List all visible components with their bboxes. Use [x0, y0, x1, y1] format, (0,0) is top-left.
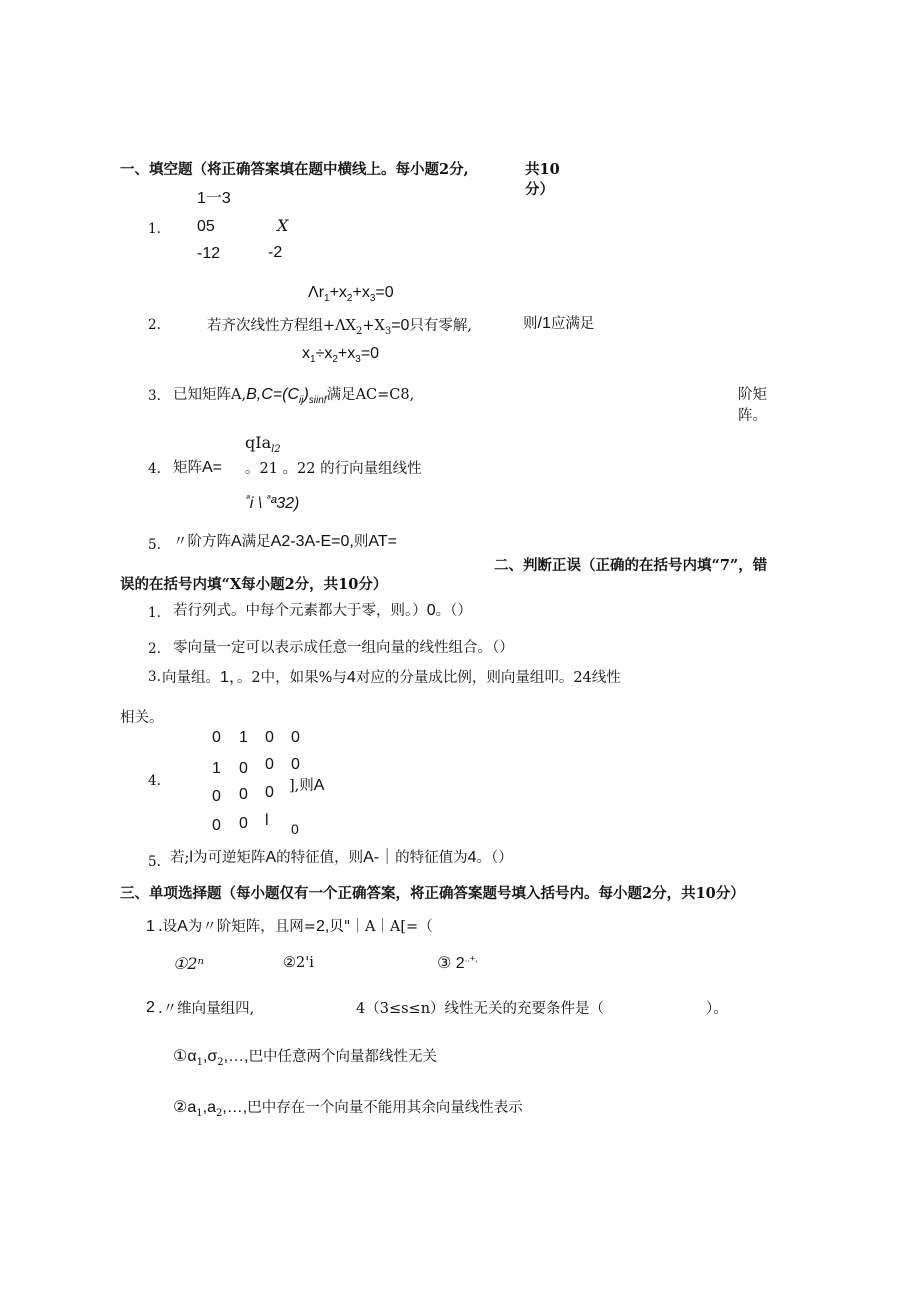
- section1-heading-tail-2: 分）: [525, 181, 554, 198]
- q1-matrix-row2a: 05: [197, 218, 215, 235]
- s3-q1-number: 1: [146, 918, 155, 935]
- q4-matrix-row3: $^ª$i \ $^ª$ª32): [246, 493, 300, 512]
- q4-number: 4.: [148, 461, 161, 477]
- s2-q4-m-r2c4: 0: [291, 756, 300, 773]
- q2-tail: 则/1应满足: [523, 315, 595, 332]
- s3-q2-option1: $①\alpha_1,\sigma_2,\dots$,巴中任意两个向量都线性无关: [173, 1046, 438, 1068]
- section1-heading: 一、填空题（将正确答案填在题中横线上。每小题2分,: [120, 161, 469, 178]
- q2-number: 2.: [148, 317, 161, 333]
- s2-q4-m-r4c4: 0: [291, 821, 299, 837]
- s3-q2-text-c: ）。: [706, 1001, 728, 1017]
- s2-q3-continuation: 相关。: [120, 710, 164, 726]
- s3-q2-option2: $②a_1,a_2,\dots$,巴中存在一个向量不能用其余向量线性表示: [173, 1097, 523, 1119]
- q2-equation-bottom: $x_1\div x_2+x_3=0$: [302, 345, 380, 366]
- q2-equation-top: $\Lambda r_1+x_2+x_3=0$: [308, 284, 394, 305]
- s2-q4-m-r2c2: 0: [239, 760, 248, 777]
- s2-q2-number: 2.: [148, 641, 161, 657]
- q3-tail-2: 阵。: [738, 408, 767, 424]
- q5-text: 〃阶方阵A满足A2-3A-E=0,则AT=: [173, 533, 397, 550]
- q4-label: 矩阵A=: [173, 459, 223, 476]
- q4-matrix-row2: 。21 。22 的行向量组线性: [245, 461, 422, 477]
- s3-q2-number: 2: [146, 999, 155, 1016]
- s2-q4-m-r3c1: 0: [212, 788, 221, 805]
- q3-number: 3.: [148, 388, 161, 404]
- s2-q4-m-r3c3: 0: [265, 784, 274, 801]
- q5-number: 5.: [148, 537, 161, 553]
- q4-matrix-row1: qIa$_{l2}$: [245, 433, 281, 456]
- q3-text: 已知矩阵$A,B,C=(C_{ij})_{siinf}$满足AC=C8,: [173, 386, 415, 406]
- s3-q2-text-a: .〃维向量组四,: [158, 1001, 255, 1017]
- q1-matrix-row1: 1一3: [197, 190, 231, 207]
- q1-matrix-row3b: -2: [268, 244, 283, 261]
- s2-q4-m-r1c2: 1: [239, 729, 248, 746]
- q1-matrix-row2b: X: [277, 216, 289, 235]
- s2-q5-number: 5.: [148, 854, 161, 870]
- s3-q1-text: .设A为〃阶矩阵，且网=2,贝"｜A｜A[=（: [158, 918, 433, 935]
- s2-q4-m-r3c2: 0: [239, 786, 248, 803]
- s2-q4-m-r1c3: 0: [265, 729, 274, 746]
- q2-text: 若齐次线性方程组$+\Lambda X_2+X_3=0$只有零解,: [207, 317, 473, 337]
- section2-heading-1: 二、判断正误（正确的在括号内填“7”，错: [494, 557, 768, 574]
- s3-q2-text-b: 4（3≤s≤n）线性无关的充要条件是（: [356, 1001, 605, 1017]
- s2-q4-m-r4c1: 0: [212, 817, 221, 834]
- s2-q4-m-r4c2: 0: [239, 815, 248, 832]
- s2-q4-m-r2c1: 1: [212, 760, 221, 777]
- q1-matrix-row3a: -12: [197, 245, 221, 262]
- s3-q1-option2: ②2'i: [283, 955, 314, 971]
- s2-q4-number: 4.: [148, 773, 161, 789]
- s3-q1-option1: ①2ⁿ: [173, 954, 205, 973]
- s2-q1-text: 若行列式。中每个元素都大于零，则。）0。（）: [173, 602, 472, 619]
- q3-tail-1: 阶矩: [738, 387, 767, 403]
- s2-q3-number: 3.: [148, 669, 161, 685]
- s2-q4-m-r2c3: 0: [265, 756, 274, 773]
- section2-heading-2: 误的在括号内填“X每小题2分，共10分）: [120, 576, 388, 593]
- section3-heading: 三、单项选择题（每小题仅有一个正确答案，将正确答案题号填入括号内。每小题2分，共10分）: [120, 885, 745, 902]
- s2-q4-m-r1c1: 0: [212, 729, 221, 746]
- s2-q5-text: 若;l为可逆矩阵A的特征值，则A-｜的特征值为4。（）: [170, 849, 513, 866]
- s3-q1-option3: ③ 2..+,: [437, 953, 478, 972]
- q1-number: 1.: [148, 221, 161, 237]
- s2-q2-text: 零向量一定可以表示成任意一组向量的线性组合。（）: [173, 640, 514, 656]
- s2-q4-m-r1c4: 0: [291, 729, 300, 746]
- s2-q4-m-r4c3: l: [265, 812, 269, 829]
- s2-q4-tail: ],则A: [289, 777, 325, 794]
- section1-heading-tail-1: 共10: [525, 161, 560, 178]
- s2-q1-number: 1.: [148, 605, 161, 621]
- s2-q3-text: 向量组。1，。2中，如果%与4对应的分量成比例，则向量组叩。24线性: [162, 669, 621, 686]
